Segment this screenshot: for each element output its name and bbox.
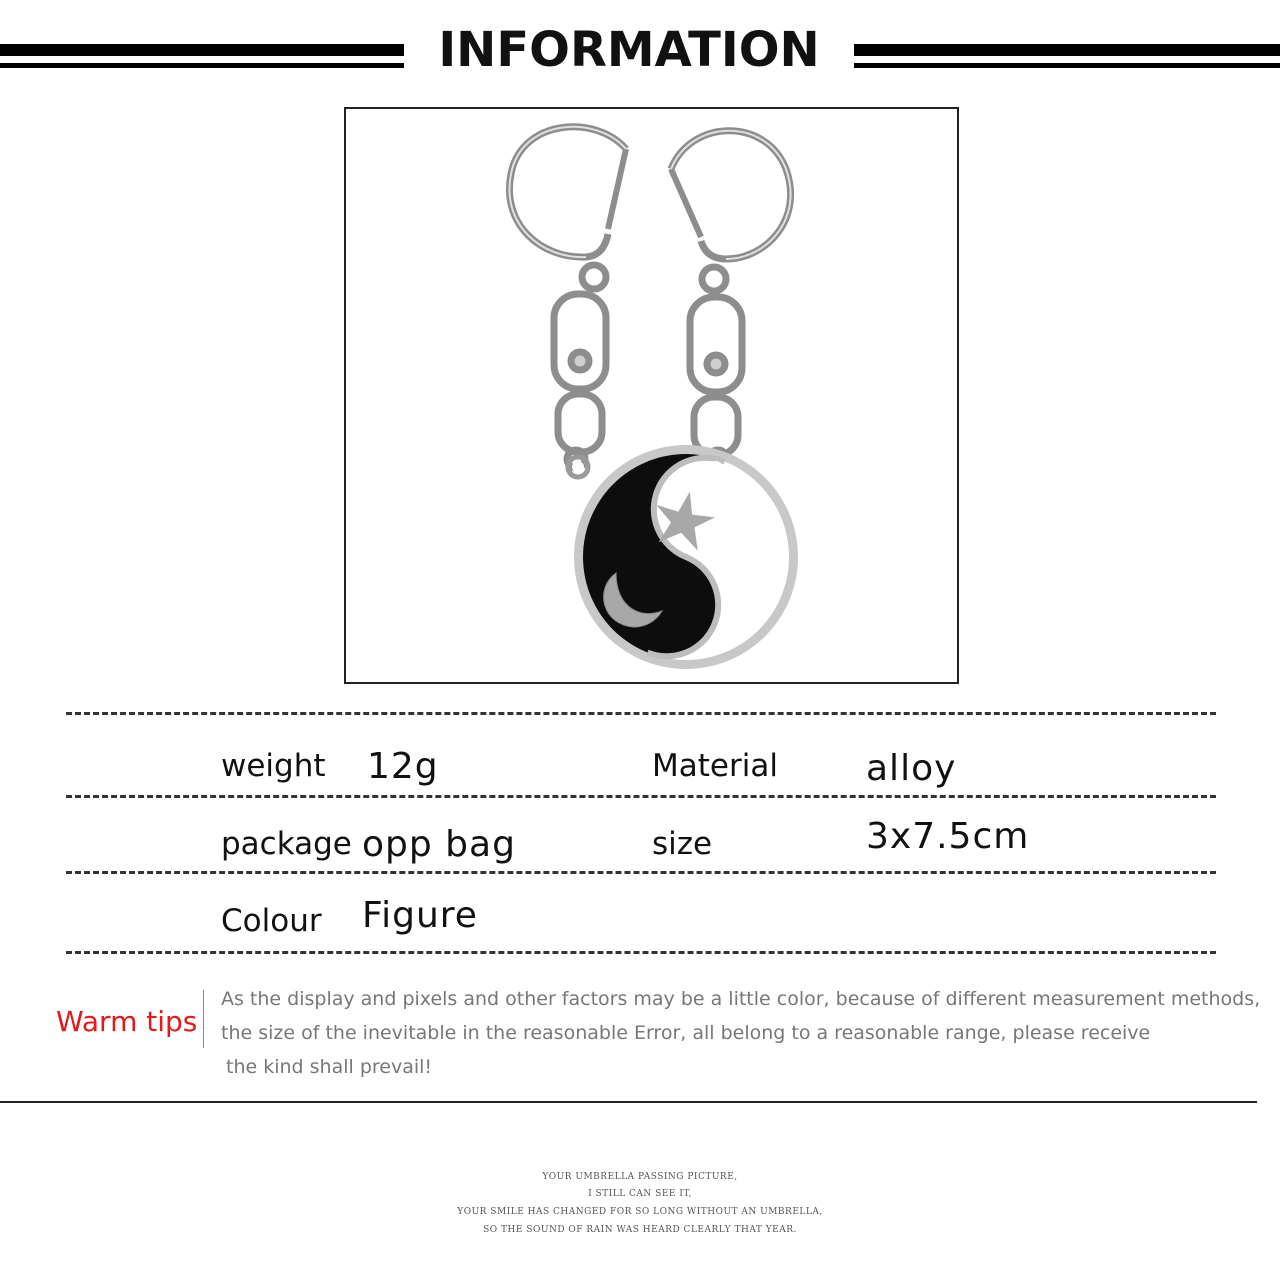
warm-tips-line-1: As the display and pixels and other factors may be a little color, because of different measurement methods, [221, 988, 1261, 1010]
footer-line-2: I STILL CAN SEE IT, [588, 1189, 692, 1199]
yin-yang-keychain-pair-icon [346, 109, 957, 682]
divider-4 [66, 951, 1216, 954]
footer-line-4: SO THE SOUND OF RAIN WAS HEARD CLEARLY THAT YEAR. [483, 1225, 797, 1235]
product-image-frame [344, 107, 959, 684]
page-title: INFORMATION [438, 22, 820, 78]
weight-value: 12g [367, 746, 439, 787]
material-value: alloy [866, 748, 957, 789]
right-key-ring-icon [671, 131, 791, 468]
warm-tips-line-2: the size of the inevitable in the reasonable Error, all belong to a reasonable range, please receive [221, 1022, 1151, 1044]
weight-label: weight [221, 748, 326, 784]
size-label: size [652, 826, 713, 862]
header-bar-left-thick [0, 44, 404, 56]
material-label: Material [652, 748, 778, 784]
header-bar-right-thick [854, 44, 1280, 56]
warm-tips-separator [203, 990, 204, 1048]
size-value: 3x7.5cm [866, 816, 1030, 857]
divider-3 [66, 871, 1216, 874]
footer-line-3: YOUR SMILE HAS CHANGED FOR SO LONG WITHOUT AN UMBRELLA, [457, 1207, 823, 1217]
footer-line-1: YOUR UMBRELLA PASSING PICTURE, [542, 1172, 738, 1182]
left-key-ring-icon [509, 127, 626, 468]
bottom-divider [0, 1101, 1257, 1103]
header-bar-right-thin [854, 63, 1280, 68]
header-bar-left-thin [0, 63, 404, 68]
warm-tips-line-3: the kind shall prevail! [226, 1056, 433, 1078]
colour-value: Figure [362, 895, 478, 936]
colour-label: Colour [221, 903, 322, 939]
package-value: opp bag [362, 824, 516, 865]
package-label: package [221, 826, 352, 862]
warm-tips-label: Warm tips [56, 1005, 198, 1038]
divider-2 [66, 795, 1216, 798]
divider-1 [66, 712, 1216, 715]
